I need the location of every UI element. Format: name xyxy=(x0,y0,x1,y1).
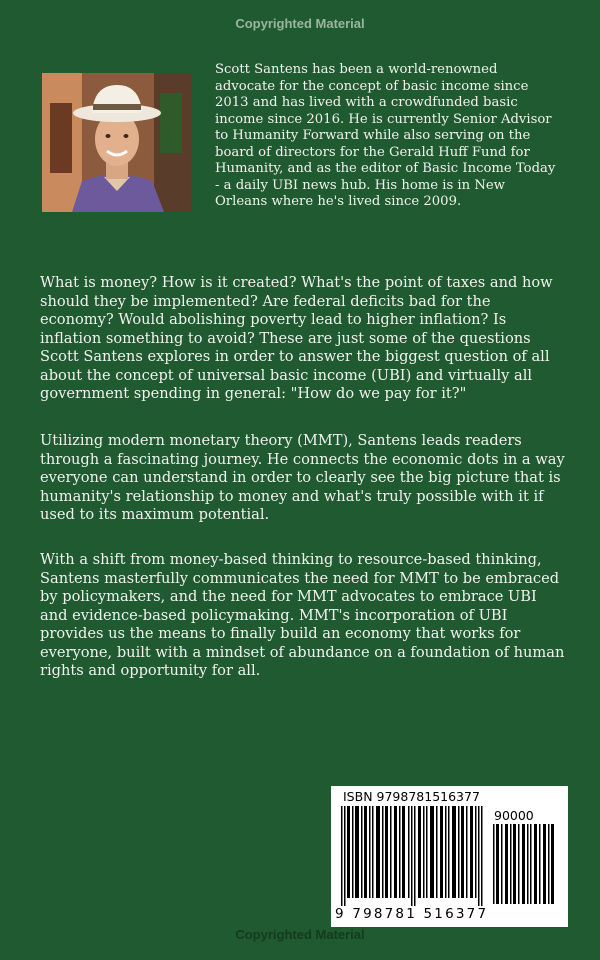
isbn-label: ISBN 9798781516377 xyxy=(343,789,480,804)
price-addon-bars xyxy=(493,824,555,904)
copyright-watermark-top: Copyrighted Material xyxy=(235,16,365,31)
author-photo xyxy=(42,73,192,212)
author-bio: Scott Santens has been a world-renowned advocate for the concept of basic income since 2013 and has lived with a crowdfunded basic income since 2016. He is currently Senior Advisor to Humanity Forward while also serving on the board of directors for the Gerald Huff Fund for Humanity, and as the editor of Basic Income Today - a daily UBI news hub. His home is in New Orleans where he's lived since 2009. xyxy=(215,62,556,209)
isbn-digits: 9 798781 516377 xyxy=(335,906,489,922)
copyright-watermark-bottom: Copyrighted Material xyxy=(235,927,365,942)
description-paragraph-1: What is money? How is it created? What's the point of taxes and how should they be implemented? Are federal deficits bad for the economy? Would abolishing poverty lead to higher inflation? Is inflation something to avoid? These are just some of the questions Scott Santens explores in order to answer the biggest question of all about the concept of universal basic income (UBI) and virtually all government spending in general: "How do we pay for it?" xyxy=(40,274,553,402)
price-code: 90000 xyxy=(494,808,534,823)
description-paragraph-2: Utilizing modern monetary theory (MMT), Santens leads readers through a fascinating journey. He connects the economic dots in a way everyone can understand in order to clearly see the big picture that is humanity's relationship to money and what's truly possible with it if used to its maximum potential. xyxy=(40,432,565,523)
isbn-barcode xyxy=(331,786,568,927)
description-paragraph-3: With a shift from money-based thinking to resource-based thinking, Santens masterfully communicates the need for MMT to be embraced by policymakers, and the need for MMT advocates to embrace UBI and evidence-based policymaking. MMT's incorporation of UBI provides us the means to finally build an economy that works for everyone, built with a mindset of abundance on a foundation of human rights and opportunity for all. xyxy=(40,551,565,679)
ean-barcode-bars xyxy=(341,806,491,906)
